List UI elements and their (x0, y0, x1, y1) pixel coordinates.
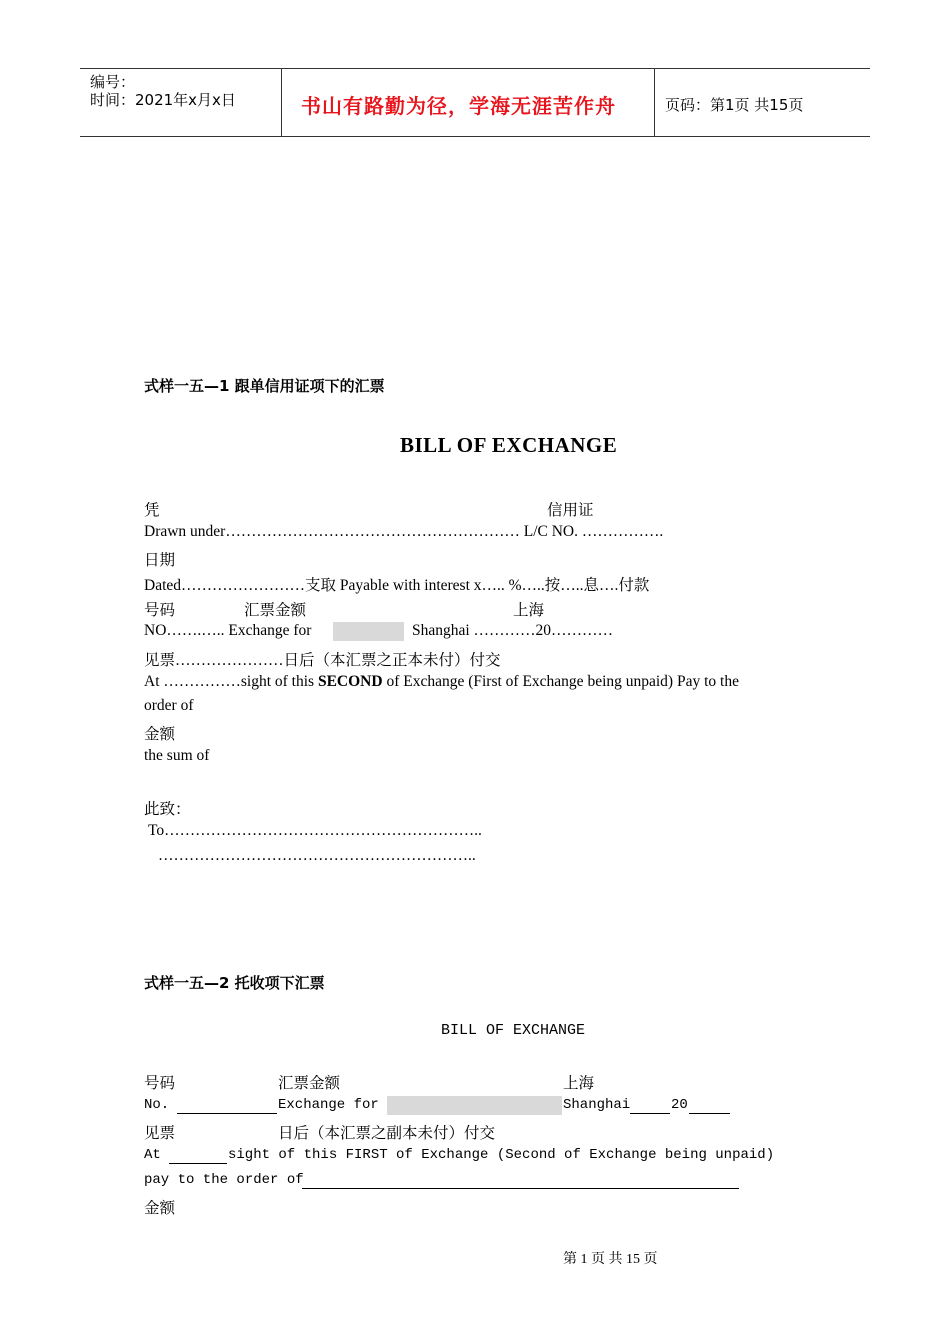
header-page-info: 页码：第1页 共15页 (665, 96, 804, 114)
header-motto: 书山有路勤为径，学海无涯苦作舟 (301, 94, 616, 118)
s2-cn-huipiao-jine: 汇票金额 (278, 1075, 341, 1092)
header-divider-1 (281, 68, 282, 136)
s1-at-bold: SECOND (317, 673, 383, 690)
s2-twenty: 20 (671, 1097, 688, 1113)
s1-order-of: order of (144, 697, 194, 714)
s1-cn-shanghai: 上海 (513, 602, 545, 619)
header-number-label: 编号： (90, 73, 136, 91)
s1-dated: Dated……………………支取 Payable with interest x….. %…..按…..息….付款 (144, 577, 650, 594)
section2-bill-title: BILL OF EXCHANGE (441, 1022, 586, 1039)
s1-cn-jianpiao: 见票…………………日后（本汇票之正本未付）付交 (144, 652, 501, 669)
s2-shanghai-underline (630, 1098, 670, 1114)
section2-title: 式样一五—2 托收项下汇票 (144, 974, 325, 992)
section1-bill-title: BILL OF EXCHANGE (400, 433, 618, 457)
header-time-label: 时间：2021年x月x日 (90, 91, 236, 109)
header-bottom-border (80, 136, 870, 137)
header-divider-2 (654, 68, 655, 136)
s1-cn-cizhi: 此致： (144, 801, 191, 818)
s2-cn-haoma: 号码 (144, 1075, 176, 1092)
s1-cn-ping: 凭 (144, 502, 160, 519)
header-top-border (80, 68, 870, 69)
s2-cn-shanghai: 上海 (563, 1075, 595, 1092)
s1-cn-haoma: 号码 (144, 602, 176, 619)
s1-cn-riqi: 日期 (144, 552, 176, 569)
s1-cn-xinyongzheng: 信用证 (547, 502, 594, 519)
s2-exchange-for: Exchange for (278, 1097, 379, 1113)
s1-amount-field (333, 622, 404, 641)
s1-drawn-under: Drawn under………………………………………………… L/C NO. ……………. (144, 523, 664, 540)
s2-cn-jianpiao: 见票 (144, 1125, 176, 1142)
footer-page-number: 第 1 页 共 15 页 (563, 1252, 658, 1267)
s1-at-suffix: of Exchange (First of Exchange being unpaid) Pay to the (382, 673, 739, 690)
s2-at-prefix: At (144, 1147, 161, 1163)
s1-to-line: To…………………………………………………….. (148, 822, 482, 839)
s1-at-prefix: At ……………sight of this (144, 673, 318, 690)
s2-pay-order: pay to the order of (144, 1172, 304, 1188)
s2-no-underline (177, 1098, 277, 1114)
s2-amount-field (387, 1096, 562, 1115)
s1-no-prefix: NO…….….. Exchange for (144, 622, 312, 639)
s1-cn-jine: 金额 (144, 726, 176, 743)
s1-sum-of: the sum of (144, 747, 210, 764)
s2-year-underline (689, 1098, 730, 1114)
s2-at-underline (169, 1148, 227, 1164)
s2-shanghai: Shanghai (563, 1097, 631, 1113)
s1-to-line2: …………………………………………………….. (158, 847, 476, 864)
s2-cn-rihou: 日后（本汇票之副本未付）付交 (278, 1125, 496, 1142)
s2-at-suffix: sight of this FIRST of Exchange (Second of Exchange being unpaid) (228, 1147, 775, 1163)
s1-at-line (144, 673, 739, 691)
section1-title: 式样一五—1 跟单信用证项下的汇票 (144, 377, 385, 395)
s2-no-prefix: No. (144, 1097, 170, 1113)
s2-pay-order-underline (302, 1173, 739, 1189)
s2-cn-jine: 金额 (144, 1200, 176, 1217)
s1-cn-huipiao-jine: 汇票金额 (244, 602, 307, 619)
s1-no-suffix: Shanghai …………20………… (412, 622, 614, 639)
